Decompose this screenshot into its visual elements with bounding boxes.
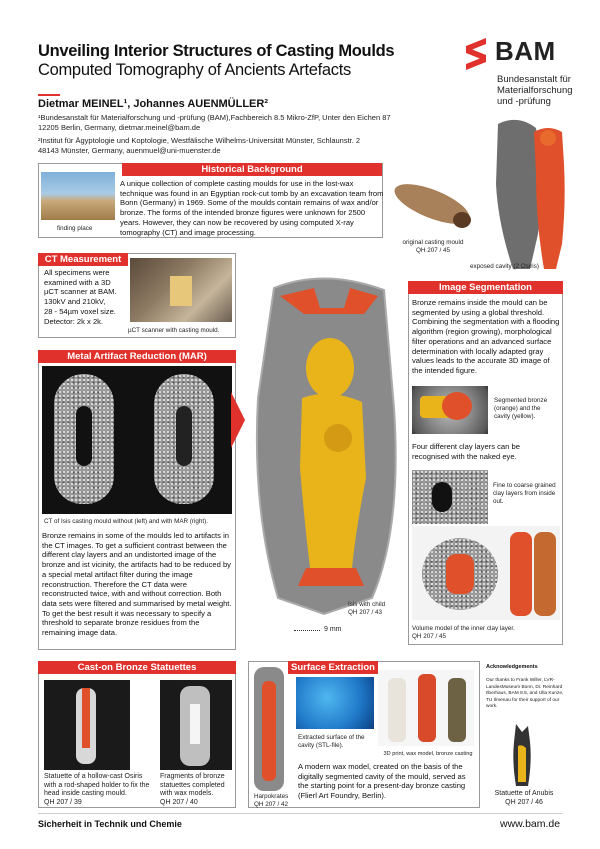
- mar-header: Metal Artifact Reduction (MAR): [38, 350, 236, 363]
- anubis-caption: Statuette of Anubis QH 207 / 46: [494, 790, 554, 806]
- segmented-bronze-caption: Segmented bronze (orange) and the cavity (yellow).: [494, 397, 548, 420]
- cast-bronze-header: Cast-on Bronze Statuettes: [38, 661, 236, 674]
- mar-ct-images: [42, 366, 232, 514]
- image-segmentation-header: Image Segmentation: [408, 281, 563, 294]
- acknowledgements-header: Acknowledgements: [486, 664, 538, 670]
- fragments-ct-image: [160, 680, 232, 770]
- scale-bar-label: 9 mm: [324, 626, 342, 633]
- bam-logo-text: BAM: [495, 36, 556, 66]
- osiris-caption: Statuette of a hollow-cast Osiris with a rod-shaped holder to fix the head inside casting mould. QH 207 / 39: [44, 773, 150, 806]
- print-wax-bronze-caption: 3D print, wax model, bronze casting: [383, 751, 473, 757]
- clay-grain-caption: Fine to coarse grained clay layers from inside out.: [493, 482, 556, 505]
- ct-scanner-caption: µCT scanner with casting mould.: [128, 327, 220, 334]
- ct-measurement-text: All specimens were examined with a 3D µCT scanner at BAM. 130kV and 210kV, 28 - 54µm voxel size. Detector: 2k x 2k.: [44, 268, 117, 326]
- footer-divider: [38, 813, 563, 814]
- extracted-surface-caption: Extracted surface of the cavity (STL-file).: [298, 734, 365, 749]
- bam-logo-icon: [462, 38, 490, 68]
- original-mould-image: [388, 170, 474, 234]
- historical-background-header: Historical Background: [122, 163, 382, 176]
- segmented-bronze-image: [412, 386, 488, 434]
- original-mould-caption: original casting mould QH 207 / 45: [402, 239, 464, 254]
- historical-background-text: A unique collection of complete casting moulds for use in the lost-wax technique was found in an Egyptian rock-cut tomb by an excavation team from Bonn (Germany) in 1969. Some of the moulds contain remains of wax and/or bronze. The forms of the intended bronze figures were unknown for 2500 years. However, they can now be recovered by using computed X-ray tomography (CT) and image processing.: [120, 179, 384, 237]
- scale-bar: [294, 630, 320, 631]
- isis-3d-render: [244, 268, 406, 618]
- ct-scanner-image: [130, 258, 232, 322]
- isis-caption: Isis with child QH 207 / 43: [348, 601, 386, 616]
- harpokrates-image: [254, 667, 284, 791]
- mould-3d-image: [478, 114, 578, 274]
- volume-model-image: [412, 526, 560, 620]
- image-segmentation-text: Bronze remains inside the mould can be segmented by using a global threshold. Combining the segmentation with a flooding algorithm (region growing), morphological filter operations and an advanced surface determination with locally adapted gray values leads to the accurate 3D image of the intended figure.: [412, 298, 560, 375]
- affiliation-1: ¹Bundesanstalt für Materialforschung und -prüfung (BAM),Fachbereich 8.5 Mikro-ZfP, Unter den Eichen 87 12205 Berlin, Germany, dietmar.meinel@bam.de: [38, 113, 391, 132]
- arrow-right-icon: [231, 392, 245, 448]
- acknowledgements-text: Our thanks to Frank Willer, LVR-LandesMuseum Bonn, Dr. Reinhard Ilberhaus, BAM 8.5, and Ulla Kunze, TU Ilmenau for their support of our work.: [486, 678, 564, 710]
- clay-layers-image: [412, 470, 488, 524]
- mar-caption: CT of Isis casting mould without (left) and with MAR (right).: [44, 518, 209, 525]
- anubis-image: [508, 722, 536, 788]
- authors: Dietmar MEINEL¹, Johannes AUENMÜLLER²: [38, 98, 269, 110]
- footer-slogan: Sicherheit in Technik und Chemie: [38, 819, 182, 829]
- harpokrates-caption: Harpokrates QH 207 / 42: [254, 793, 289, 808]
- print-wax-bronze-image: [378, 670, 474, 746]
- mar-text: Bronze remains in some of the moulds led to artifacts in the CT images. To get a sufficient contrast between the different clay layers and an undistorted image of the bronze and ist vicinity, the artifacts had to be reduced by a special metal artifact filter during the image reconstruction. Therefore the CT data were reconstructed twice, with and without correction. Both data sets were filtered and summarised by metal weight. To get the best result it was necessary to specify a threshold to separate bronze residues from the remaining image data.: [42, 531, 232, 638]
- finding-place-caption: finding place: [57, 225, 93, 232]
- surface-extraction-text: A modern wax model, created on the basis of the digitally segmented cavity of the mould, served as the starting point for a present-day bronze casting (Flierl Art Foundry, Berlin).: [298, 762, 466, 801]
- osiris-ct-image: [44, 680, 130, 770]
- poster-title-line1: Unveiling Interior Structures of Casting Moulds: [38, 42, 395, 60]
- poster-title-line2: Computed Tomography of Ancients Artefacts: [38, 61, 351, 79]
- ct-measurement-header: CT Measurement: [38, 253, 128, 266]
- volume-model-caption: Volume model of the inner clay layer. QH 207 / 45: [412, 625, 515, 640]
- affiliation-2: ²Institut für Ägyptologie und Koptologie, Westfälische Wilhelms-Universität Münster, Schlaunstr. 2 48143 Münster, Germany, auenmuel@uni-muenster.de: [38, 136, 361, 155]
- finding-place-image: [41, 172, 115, 220]
- bam-logo-subtitle: Bundesanstalt für Materialforschung und -prüfung: [497, 74, 573, 107]
- extracted-surface-image: [296, 677, 374, 729]
- fragments-caption: Fragments of bronze statuettes completed with wax models. QH 207 / 40: [160, 773, 225, 806]
- title-accent-line: [38, 94, 60, 96]
- footer-url-link[interactable]: www.bam.de: [500, 818, 561, 830]
- exposed-cavity-caption: exposed cavity (2 Osiris): [470, 263, 539, 270]
- surface-extraction-header: Surface Extraction: [288, 661, 378, 674]
- clay-layers-text: Four different clay layers can be recognised with the naked eye.: [412, 442, 520, 461]
